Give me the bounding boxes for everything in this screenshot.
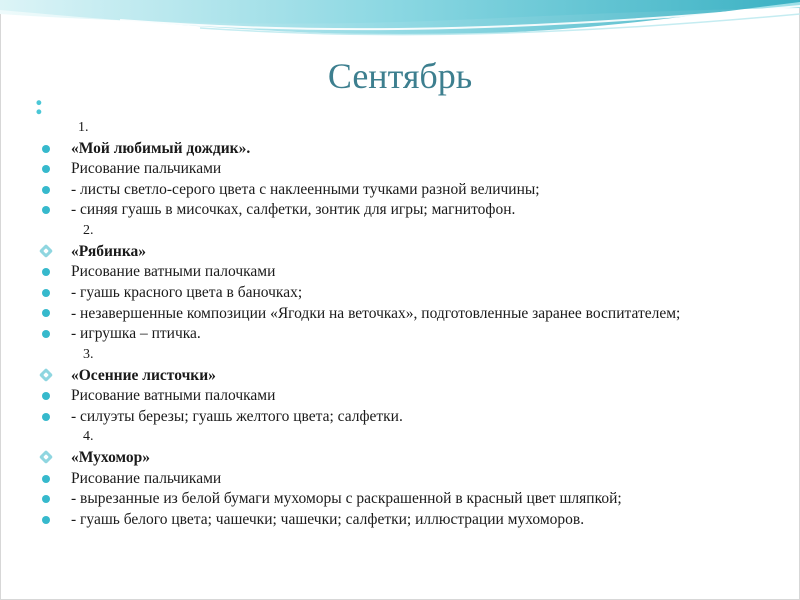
round-bullet-icon <box>42 206 50 214</box>
round-bullet-icon <box>42 330 50 338</box>
round-bullet-icon <box>42 289 50 297</box>
list-item-text: - незавершенные композиции «Ягодки на веточках», подготовленные заранее воспитателем; <box>71 305 681 323</box>
round-bullet-icon <box>42 495 50 503</box>
round-bullet-icon <box>42 516 50 524</box>
diamond-bullet-icon <box>39 367 53 381</box>
section-heading <box>38 448 738 469</box>
list-item-text: «Мой любимый дождик». <box>71 139 251 157</box>
list-item-text: - вырезанные из белой бумаги мухоморы с раскрашенной в красный цвет шляпкой; <box>71 490 622 508</box>
section-heading <box>38 242 738 263</box>
section-number <box>38 221 738 242</box>
list-item-text: «Рябинка» <box>71 242 147 260</box>
list-item-text: Рисование пальчиками <box>71 160 222 178</box>
list-item <box>38 303 738 324</box>
list-item-text: - гуашь белого цвета; чашечки; чашечки; салфетки; иллюстрации мухоморов. <box>71 510 585 528</box>
list-item-text: - гуашь красного цвета в баночках; <box>71 283 303 301</box>
section-number <box>38 427 738 448</box>
round-bullet-icon <box>42 268 50 276</box>
round-bullet-icon <box>42 392 50 400</box>
diamond-bullet-icon <box>39 243 53 257</box>
list-item <box>38 283 738 304</box>
list-item <box>38 324 738 345</box>
list-item-text: 1. <box>78 120 89 135</box>
round-bullet-icon <box>42 309 50 317</box>
slide-content-list <box>38 118 738 530</box>
diamond-bullet-icon <box>39 450 53 464</box>
list-item <box>38 200 738 221</box>
list-item <box>38 386 738 407</box>
section-heading <box>38 366 738 387</box>
list-item-text: 4. <box>83 429 94 445</box>
list-item <box>38 159 738 180</box>
list-item-text: Рисование ватными палочками <box>71 263 276 281</box>
section-number <box>38 118 738 139</box>
list-item-text: Рисование пальчиками <box>71 469 222 487</box>
list-item <box>38 180 738 201</box>
section-number <box>38 345 738 366</box>
colon-marker: : <box>34 88 44 121</box>
round-bullet-icon <box>42 413 50 421</box>
list-item-text: - синяя гуашь в мисочках, салфетки, зонтик для игры; магнитофон. <box>71 201 516 219</box>
list-item <box>38 407 738 428</box>
list-item <box>38 262 738 283</box>
list-item <box>38 510 738 531</box>
list-item <box>38 469 738 490</box>
round-bullet-icon <box>42 475 50 483</box>
round-bullet-icon <box>42 165 50 173</box>
list-item-text: Рисование ватными палочками <box>71 387 276 405</box>
list-item-text: «Мухомор» <box>71 448 151 466</box>
round-bullet-icon <box>42 145 50 153</box>
list-item-text: - силуэты березы; гуашь желтого цвета; салфетки. <box>71 407 403 425</box>
list-item-text: - игрушка – птичка. <box>71 325 201 343</box>
list-item-text: «Осенние листочки» <box>71 366 216 384</box>
list-item <box>38 489 738 510</box>
list-item-text: 3. <box>83 346 94 362</box>
list-item-text: 2. <box>83 222 94 238</box>
round-bullet-icon <box>42 186 50 194</box>
list-item-text: - листы светло-серого цвета с наклеенными тучками разной величины; <box>71 180 540 198</box>
section-heading <box>38 139 738 160</box>
slide-title: Сентябрь <box>327 56 473 96</box>
